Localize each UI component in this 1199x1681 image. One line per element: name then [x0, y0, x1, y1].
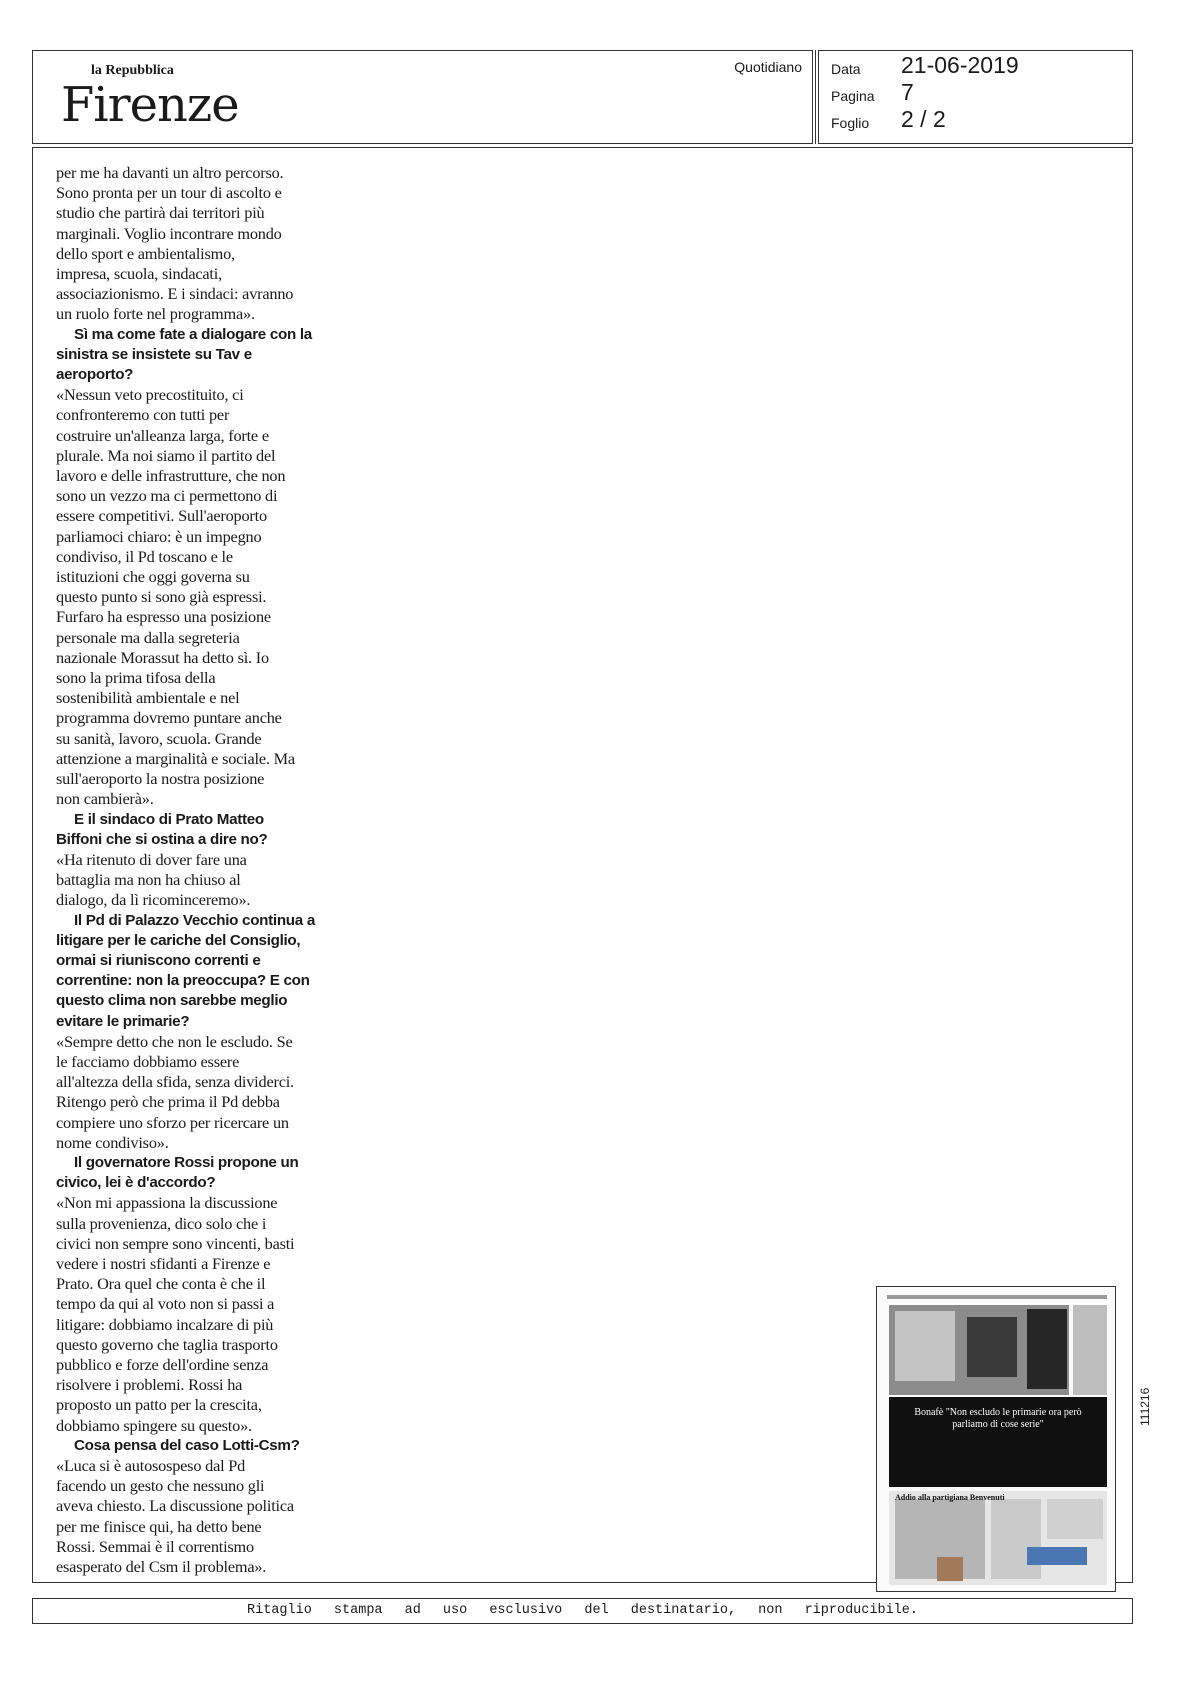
article-column — [56, 163, 342, 1577]
text-line: sostenibilità ambientale e nel — [56, 688, 240, 708]
thumbnail-image — [877, 1287, 1116, 1592]
text-line: aveva chiesto. La discussione politica — [56, 1496, 294, 1516]
text-line: le facciamo dobbiamo essere — [56, 1051, 240, 1071]
thumbnail-subhead: Addio alla partigiana Benvenuti — [895, 1493, 1005, 1502]
text-line: questo governo che taglia trasporto — [56, 1334, 278, 1354]
text-line: studio che partirà dai territori più — [56, 203, 265, 223]
text-line: civici non sempre sono vincenti, basti — [56, 1233, 295, 1253]
text-line: attenzione a marginalità e sociale. Ma — [56, 748, 295, 768]
text-line: «Ha ritenuto di dover fare una — [56, 849, 247, 869]
question-line: ormai si riuniscono correnti e — [56, 951, 261, 969]
masthead-box — [32, 50, 813, 144]
text-line: «Sempre detto che non le escludo. Se — [56, 1031, 293, 1051]
text-line: associazionismo. E i sindaci: avranno — [56, 284, 294, 304]
meta-label-page: Pagina — [831, 88, 875, 104]
text-line: nome condiviso». — [56, 1132, 169, 1152]
text-line: lavoro e delle infrastrutture, che non — [56, 466, 286, 486]
meta-value-date: 21-06-2019 — [901, 52, 1019, 78]
question-line: Il Pd di Palazzo Vecchio continua a — [74, 911, 315, 929]
footer-box — [32, 1598, 1133, 1624]
text-line: nazionale Morassut ha detto sì. Io — [56, 647, 269, 667]
text-line: pubblico e forze dell'ordine senza — [56, 1354, 269, 1374]
text-line: sull'aeroporto la nostra posizione — [56, 769, 265, 789]
question-line: Il governatore Rossi propone un — [74, 1153, 299, 1171]
text-line: Prato. Ora quel che conta è che il — [56, 1274, 266, 1294]
question-line: Biffoni che si ostina a dire no? — [56, 830, 268, 848]
text-line: litigare: dobbiamo incalzare di più — [56, 1314, 274, 1334]
text-line: parliamoci chiaro: è un impegno — [56, 526, 262, 546]
text-line: «Luca si è autosospeso dal Pd — [56, 1456, 246, 1475]
text-line: per me ha davanti un altro percorso. — [56, 163, 284, 182]
question-line: sinistra se insistete su Tav e — [56, 345, 252, 363]
text-line: vedere i nostri sfidanti a Firenze e — [56, 1253, 271, 1273]
question-line: Cosa pensa del caso Lotti-Csm? — [74, 1436, 300, 1454]
footer-notice: Ritaglio stampa ad uso esclusivo del destinatario, non riproducibile. — [247, 1603, 918, 1618]
edition-name: Firenze — [61, 77, 239, 133]
side-code: 111216 — [1138, 1387, 1152, 1426]
question-line: correntine: non la preoccupa? E con — [56, 972, 310, 990]
text-line: condiviso, il Pd toscano e le — [56, 546, 233, 566]
text-line: battaglia ma non ha chiuso al — [56, 870, 241, 890]
text-line: marginali. Voglio incontrare mondo — [56, 223, 282, 243]
text-line: dialogo, da lì ricominceremo». — [56, 890, 251, 910]
text-line: compiere uno sforzo per ricercare un — [56, 1112, 289, 1132]
page-thumbnail — [876, 1286, 1116, 1592]
text-line: sulla provenienza, dico solo che i — [56, 1213, 267, 1233]
header-divider — [815, 50, 816, 144]
text-line: su sanità, lavoro, scuola. Grande — [56, 728, 262, 748]
text-line: dobbiamo spingere su questo». — [56, 1415, 252, 1435]
text-line: impresa, scuola, sindacati, — [56, 264, 222, 284]
text-line: proposto un patto per la crescita, — [56, 1395, 262, 1415]
text-line: all'altezza della sfida, senza dividerci. — [56, 1072, 294, 1092]
text-line: sono la prima tifosa della — [56, 668, 216, 688]
text-line: tempo da qui al voto non si passi a — [56, 1294, 275, 1314]
text-line: sono un vezzo ma ci permettono di — [56, 486, 278, 506]
question-line: litigare per le cariche del Consiglio, — [56, 931, 301, 949]
question-line: civico, lei è d'accordo? — [56, 1174, 216, 1192]
metadata-box — [818, 50, 1133, 144]
text-line: un ruolo forte nel programma». — [56, 304, 255, 324]
question-line: E il sindaco di Prato Matteo — [74, 810, 264, 828]
question-line: evitare le primarie? — [56, 1012, 190, 1030]
question-line: Sì ma come fate a dialogare con la — [74, 325, 312, 343]
meta-value-page: 7 — [901, 79, 914, 105]
text-line: Ritengo però che prima il Pd debba — [56, 1092, 280, 1112]
text-line: istituzioni che oggi governa su — [56, 567, 250, 587]
text-line: Sono pronta per un tour di ascolto e — [56, 183, 282, 203]
text-line: personale ma dalla segreteria — [56, 627, 240, 647]
text-line: essere competitivi. Sull'aeroporto — [56, 506, 267, 526]
text-line: Rossi. Semmai è il correntismo — [56, 1536, 254, 1556]
newspaper-name: la Repubblica — [91, 63, 174, 78]
text-line: Furfaro ha espresso una posizione — [56, 607, 271, 627]
text-line: dello sport e ambientalismo, — [56, 243, 235, 263]
text-line: risolvere i problemi. Rossi ha — [56, 1375, 243, 1395]
text-line: per me finisce qui, ha detto bene — [56, 1516, 262, 1536]
text-line: «Non mi appassiona la discussione — [56, 1193, 278, 1213]
text-line: costruire un'alleanza larga, forte e — [56, 425, 269, 445]
text-line: plurale. Ma noi siamo il partito del — [56, 445, 276, 465]
text-line: esasperato del Csm il problema». — [56, 1557, 267, 1577]
text-line: non cambierà». — [56, 789, 154, 809]
publication-type: Quotidiano — [734, 59, 802, 75]
meta-label-sheet: Foglio — [831, 115, 870, 131]
question-line: aeroporto? — [56, 366, 134, 384]
question-line: questo clima non sarebbe meglio — [56, 992, 288, 1010]
meta-label-date: Data — [831, 61, 861, 77]
text-line: facendo un gesto che nessuno gli — [56, 1476, 265, 1496]
text-line: confronteremo con tutti per — [56, 405, 230, 425]
text-line: «Nessun veto precostituito, ci — [56, 385, 244, 405]
text-line: programma dovremo puntare anche — [56, 708, 282, 728]
thumbnail-headline: Bonafè "Non escludo le primarie ora però parliamo di cose serie" — [914, 1407, 1082, 1430]
meta-value-sheet: 2 / 2 — [901, 106, 946, 132]
text-line: questo punto si sono già espressi. — [56, 587, 267, 607]
